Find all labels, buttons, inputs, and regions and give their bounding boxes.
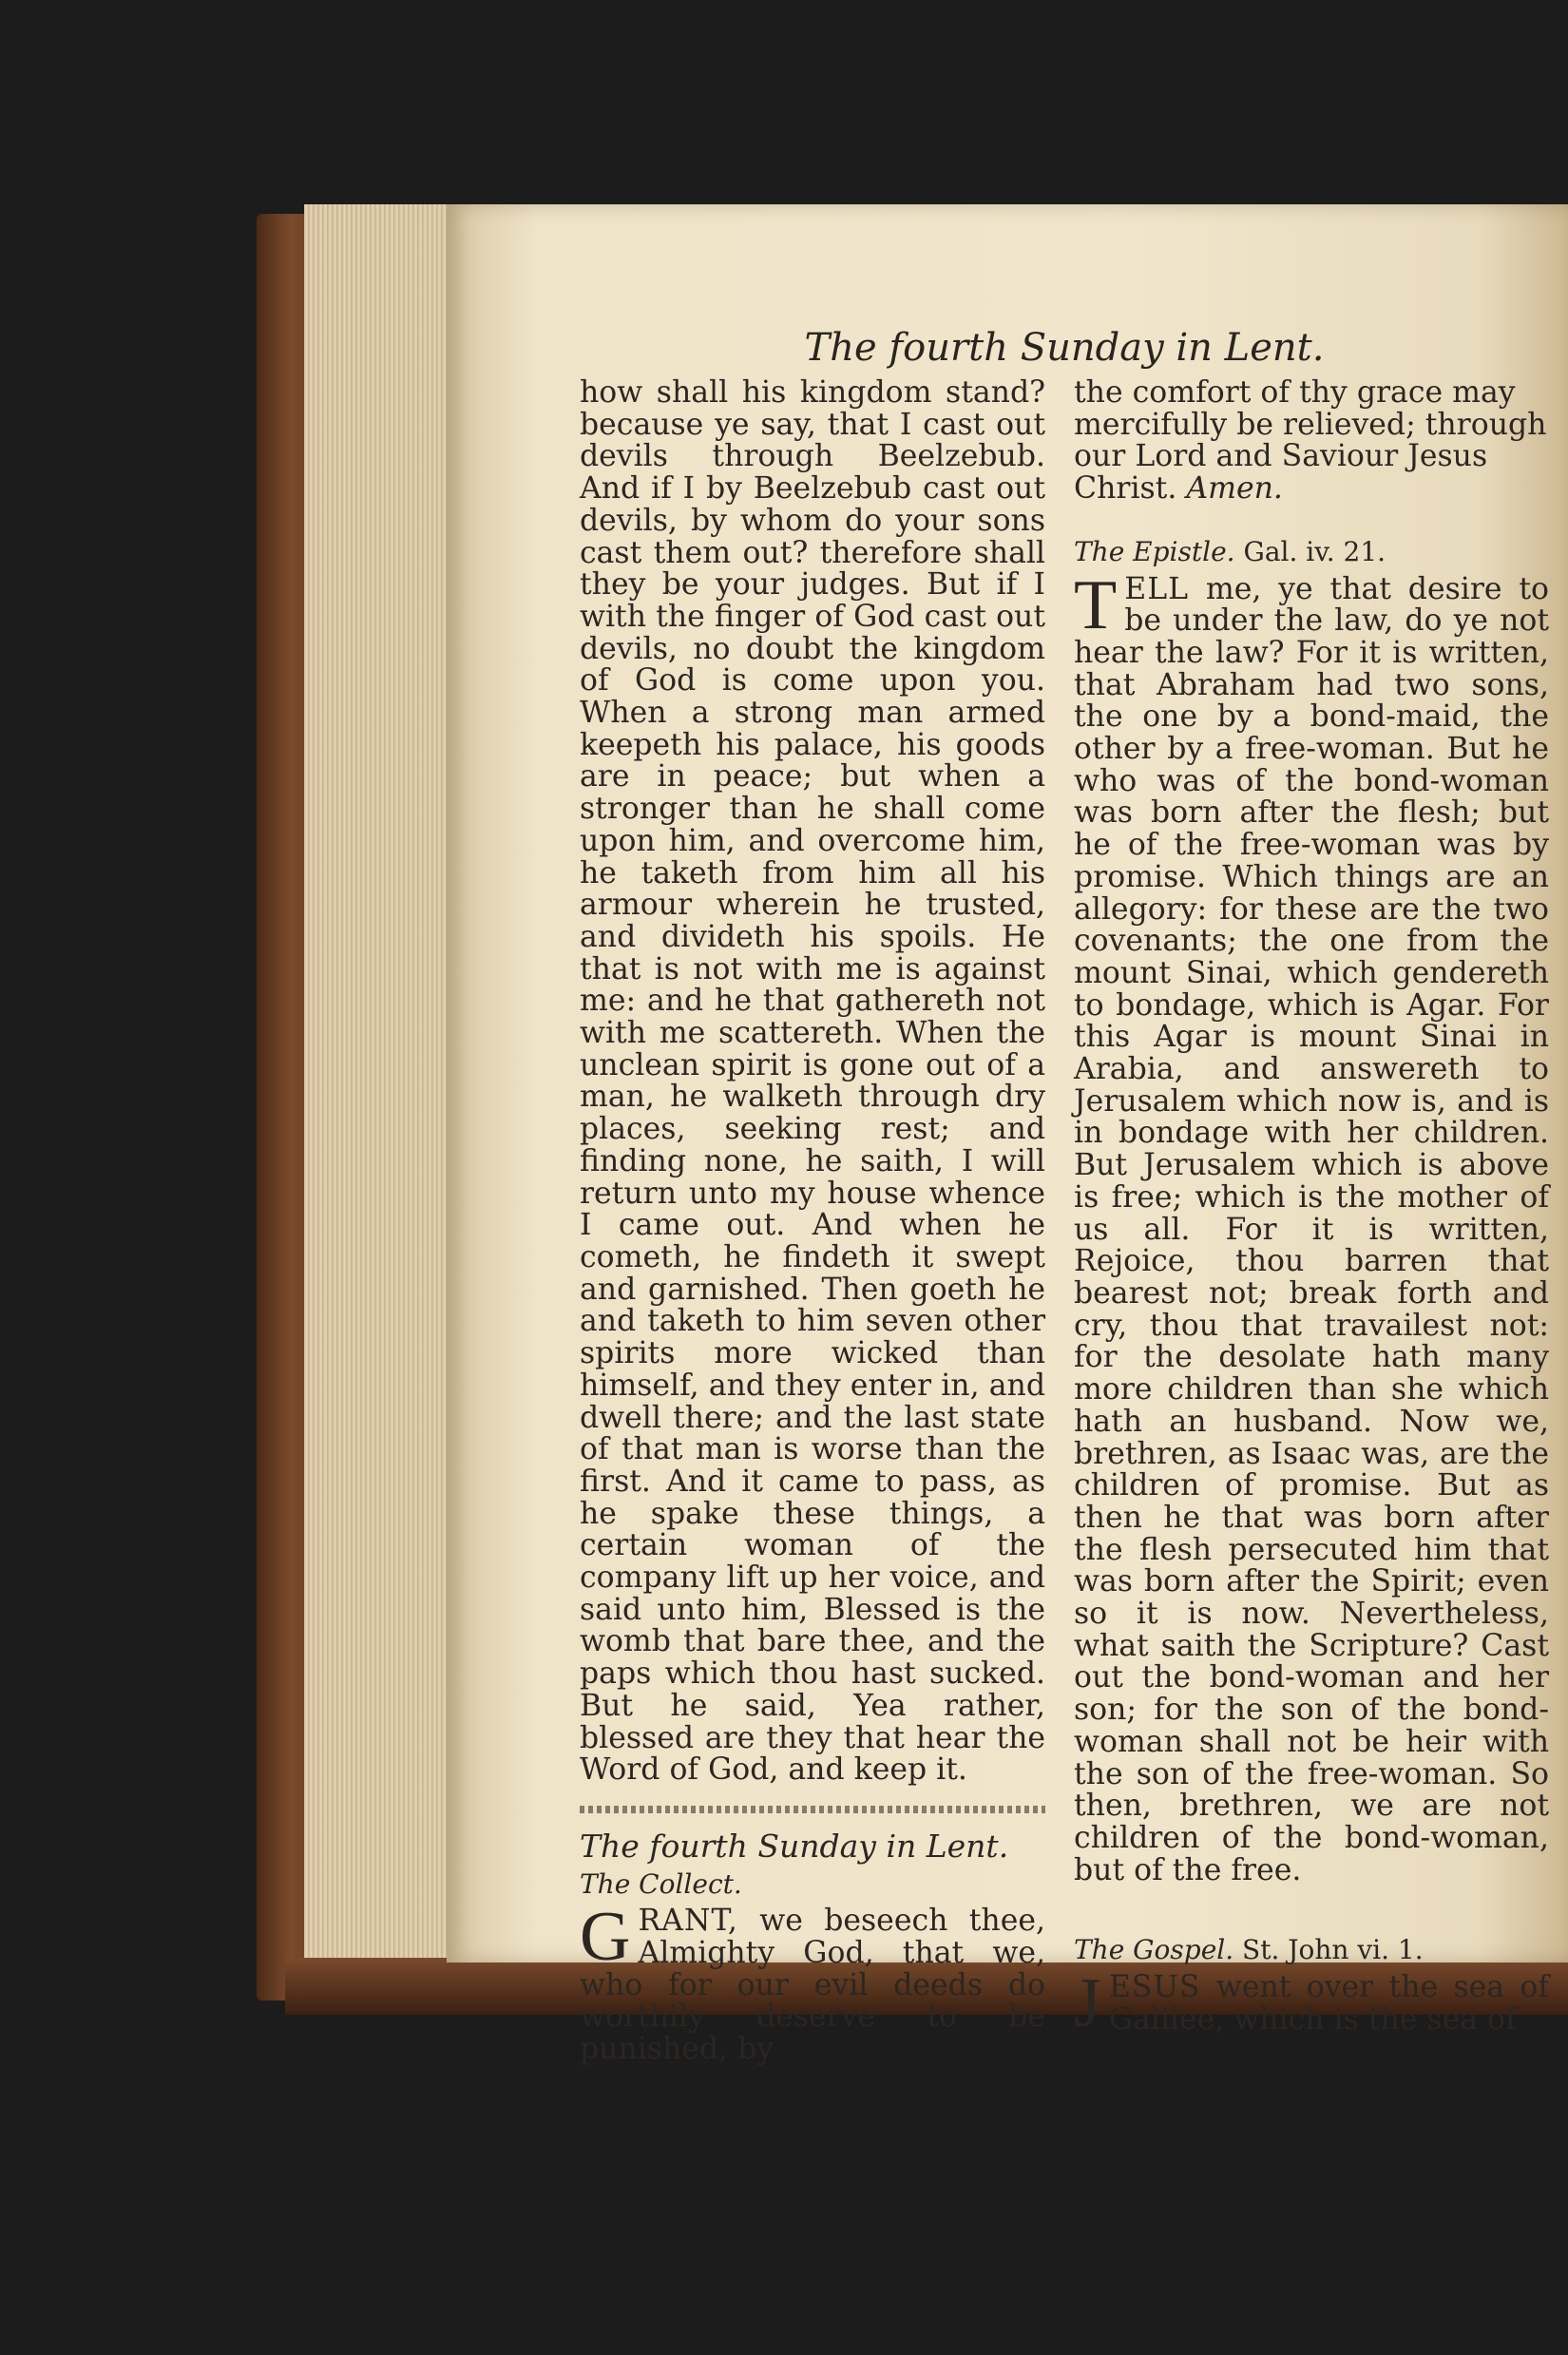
gospel-heading	[1074, 1934, 1549, 1966]
gospel-text: went over the sea of Galilee, which is the sea of	[1108, 1970, 1549, 2037]
collect-lead: RANT,	[638, 1904, 738, 1939]
ornamental-rule	[580, 1806, 1045, 1813]
amen: Amen.	[1186, 471, 1283, 507]
collect-text: we beseech thee, Almighty God, that we, who for our evil deeds do worthily deserve to be punished, by	[580, 1904, 1045, 2067]
epistle-dropcap: T	[1074, 565, 1118, 644]
right-column	[1074, 375, 1549, 2043]
epistle-heading-label: The Epistle.	[1074, 535, 1235, 567]
spacer	[1074, 1886, 1549, 1928]
gospel-paragraph	[1074, 1964, 1549, 2043]
book-page	[447, 204, 1568, 2067]
collect-heading: The Collect.	[580, 1867, 742, 1900]
collect-ending	[1074, 377, 1549, 506]
epistle-heading	[1074, 536, 1549, 568]
collect-dropcap: G	[580, 1898, 631, 1977]
gospel-lead: ESUS	[1108, 1970, 1201, 2005]
collect-paragraph	[580, 1898, 1045, 2067]
gospel-heading-label: The Gospel.	[1074, 1934, 1234, 1966]
gospel-reference: St. John vi. 1.	[1242, 1934, 1424, 1966]
epistle-lead: ELL	[1124, 571, 1190, 606]
left-column	[580, 377, 1045, 2066]
epistle-reference: Gal. iv. 21.	[1243, 535, 1386, 567]
page-edges	[304, 204, 447, 1972]
gospel-continuation: how shall his kingdom stand? because ye say, that I cast out devils through Beelzebub. And if I by Beelzebub cast out devils, by whom do your sons cast them out? therefore shall they be your judges. But if I with the finger of God cast out devils, no doubt the kingdom of God is come upon you. When a strong man armed keepeth his palace, his goods are in peace; but when a stronger than he shall come upon him, and overcome him, he taketh from him all his armour wherein he trusted, and divideth his spoils. He that is not with me is against me: and he that gathereth not with me scattereth. When the unclean spirit is gone out of a man, he walketh through dry places, seeking rest; and finding none, he saith, I will return unto my house whence I came out. And when he cometh, he findeth it swept and garnished. Then goeth he and taketh to him seven other spirits more wicked than himself, and they enter in, and dwell there; and the last state of that man is worse than the first. And it came to pass, as he spake these things, a certain woman of the company lift up her voice, and said unto him, Blessed is the womb that bare thee, and the paps which thou hast sucked. But he said, Yea rather, blessed are they that hear the Word of God, and keep it.	[580, 375, 1045, 1788]
running-head: The fourth Sunday in Lent.	[804, 326, 1325, 370]
collect-end-text: the comfort of thy grace may mercifully be relieved; through our Lord and Saviour Jesus Christ.	[1074, 375, 1547, 507]
epistle-paragraph	[1074, 565, 1549, 1887]
gospel-dropcap: J	[1074, 1964, 1101, 2043]
epistle-text: me, ye that desire to be under the law, do ye not hear the law? For it is written, that Abraham had two sons, the one by a bond-maid, the other by a free-woman. But he who was of the bond-woman was born after the flesh; but he of the free-woman was by promise. Which things are an allegory: for these are the two covenants; the one from the mount Sinai, which gendereth to bondage, which is Agar. For this Agar is mount Sinai in Arabia, and answereth to Jerusalem which now is, and is in bondage with her children. But Jerusalem which is above is free; which is the mother of us all. For it is written, Rejoice, thou barren that bearest not; break forth and cry, thou that travailest not: for the desolate hath many more children than she which hath an husband. Now we, brethren, as Isaac was, are the children of promise. But as then he that was born after the flesh persecuted him that was born after the Spirit; even so it is now. Nevertheless, what saith the Scripture? Cast out the bond-woman and her son; for the son of the bond-woman shall not be heir with the son of the free-woman. So then, brethren, we are not children of the bond-woman, but of the free.	[1074, 571, 1549, 1887]
spacer	[1074, 506, 1549, 530]
section-title: The fourth Sunday in Lent.	[580, 1827, 1009, 1865]
